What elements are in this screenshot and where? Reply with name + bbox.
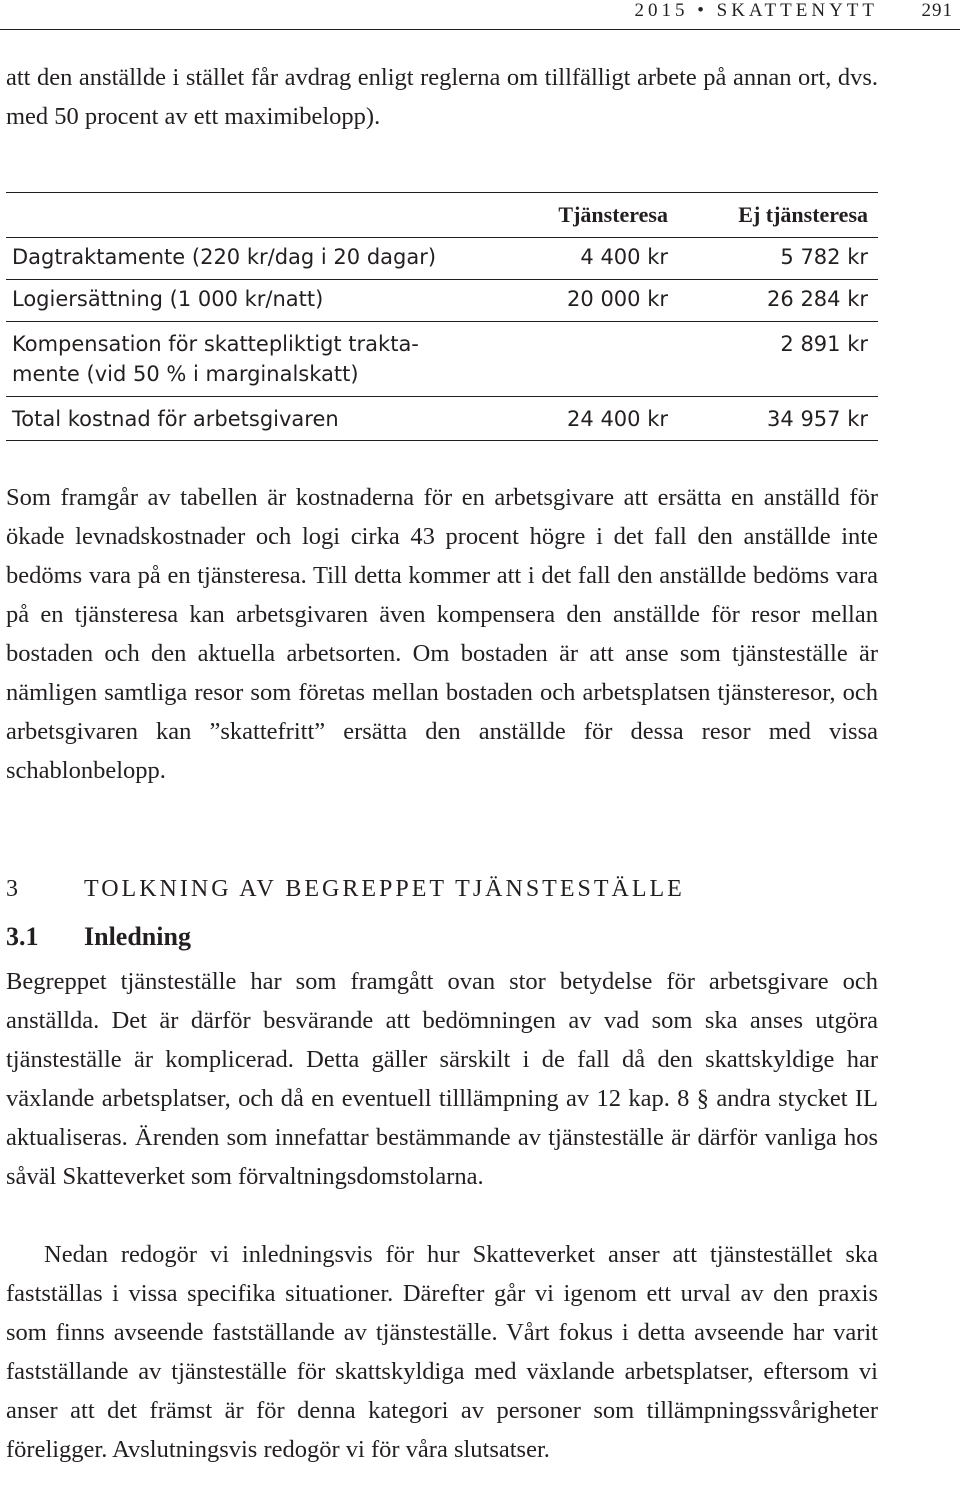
cell-tjansteresa: 4 400 kr xyxy=(580,245,668,269)
section-number: 3 xyxy=(6,876,21,902)
table-bottom-rule xyxy=(6,440,878,441)
header-rule xyxy=(0,29,960,30)
cell-ej-tjansteresa: 26 284 kr xyxy=(767,287,868,311)
section-title: TOLKNING AV BEGREPPET TJÄNSTESTÄLLE xyxy=(84,876,685,902)
cell-ej-tjansteresa: 2 891 kr xyxy=(780,332,868,356)
cell-tjansteresa: 24 400 kr xyxy=(567,407,668,431)
table-row-rule xyxy=(6,279,878,280)
section-heading xyxy=(6,876,685,903)
row-label: Dagtraktamente (220 kr/dag i 20 dagar) xyxy=(12,245,437,269)
page-number: 291 xyxy=(921,0,953,21)
running-title: 2015 • SKATTENYTT xyxy=(634,0,878,21)
intro-paragraph: att den anställde i stället får avdrag enligt reglerna om tillfälligt arbete på annan ort, dvs. med 50 procent av ett maximibelopp). xyxy=(6,64,878,131)
cell-tjansteresa: 20 000 kr xyxy=(567,287,668,311)
cost-table xyxy=(6,192,878,444)
table-top-rule xyxy=(6,192,878,193)
subsection-number: 3.1 xyxy=(6,922,39,951)
cell-ej-tjansteresa: 34 957 kr xyxy=(767,407,868,431)
table-header-rule xyxy=(6,237,878,238)
row-label: Total kostnad för arbetsgivaren xyxy=(12,407,339,431)
subsection-title: Inledning xyxy=(84,922,191,951)
cell-ej-tjansteresa: 5 782 kr xyxy=(780,245,868,269)
row-label: Logiersättning (1 000 kr/natt) xyxy=(12,287,324,311)
column-header-tjansteresa: Tjänsteresa xyxy=(558,202,668,227)
column-header-ej-tjansteresa: Ej tjänsteresa xyxy=(738,202,868,227)
body-paragraph: Begreppet tjänsteställe har som framgått ovan stor betydelse för arbetsgivare och anställda. Det är därför besvärande att bedömningen av vad som ska anses utgöra tjänsteställe är komplicerad. Detta gäller särskilt i de fall då den skattskyldige har växlande arbetsplatser, och då en eventuell tilllämpning av 12 kap. 8 § andra stycket IL aktualiseras. Ärenden som innefattar bestämmande av tjänsteställe är därför vanliga hos såväl Skatteverket som förvaltningsdomstolarna. xyxy=(6,968,878,1190)
row-label: Kompensation för skattepliktigt trakta- xyxy=(12,332,419,356)
table-row-rule xyxy=(6,396,878,397)
row-label-line-2: mente (vid 50 % i marginalskatt) xyxy=(12,362,359,386)
table-row-rule xyxy=(6,321,878,322)
running-head xyxy=(0,0,960,30)
subsection-heading xyxy=(6,922,191,952)
body-paragraph: Som framgår av tabellen är kostnaderna för en arbetsgivare att ersätta en anställd för ökade levnadskostnader och logi cirka 43 procent högre i det fall den anställde inte bedöms vara på en tjänsteresa. Till detta kommer att i det fall den anställde bedöms vara på en tjänsteresa kan arbetsgivaren även kompensera den anställde för resor mellan bostaden och den aktuella arbetsorten. Om bostaden är att anse som tjänsteställe är nämligen samtliga resor som företas mellan bostaden och arbetsplatsen tjänsteresor, och arbetsgivaren kan ”skattefritt” ersätta den anställde för dessa resor med vissa schablonbelopp. xyxy=(6,484,878,784)
body-paragraph: Nedan redogör vi inledningsvis för hur Skatteverket anser att tjänstestället ska fastställas i vissa specifika situationer. Därefter går vi igenom ett urval av den praxis som finns avseende fastställande av tjänsteställe. Vårt fokus i detta avseende har varit fastställande av tjänsteställe för skattskyldiga med växlande arbetsplatser, eftersom vi anser att det främst är för denna kategori av personer som tillämpningssvårigheter föreligger. Avslutningsvis redogör vi för våra slutsatser. xyxy=(6,1241,878,1463)
